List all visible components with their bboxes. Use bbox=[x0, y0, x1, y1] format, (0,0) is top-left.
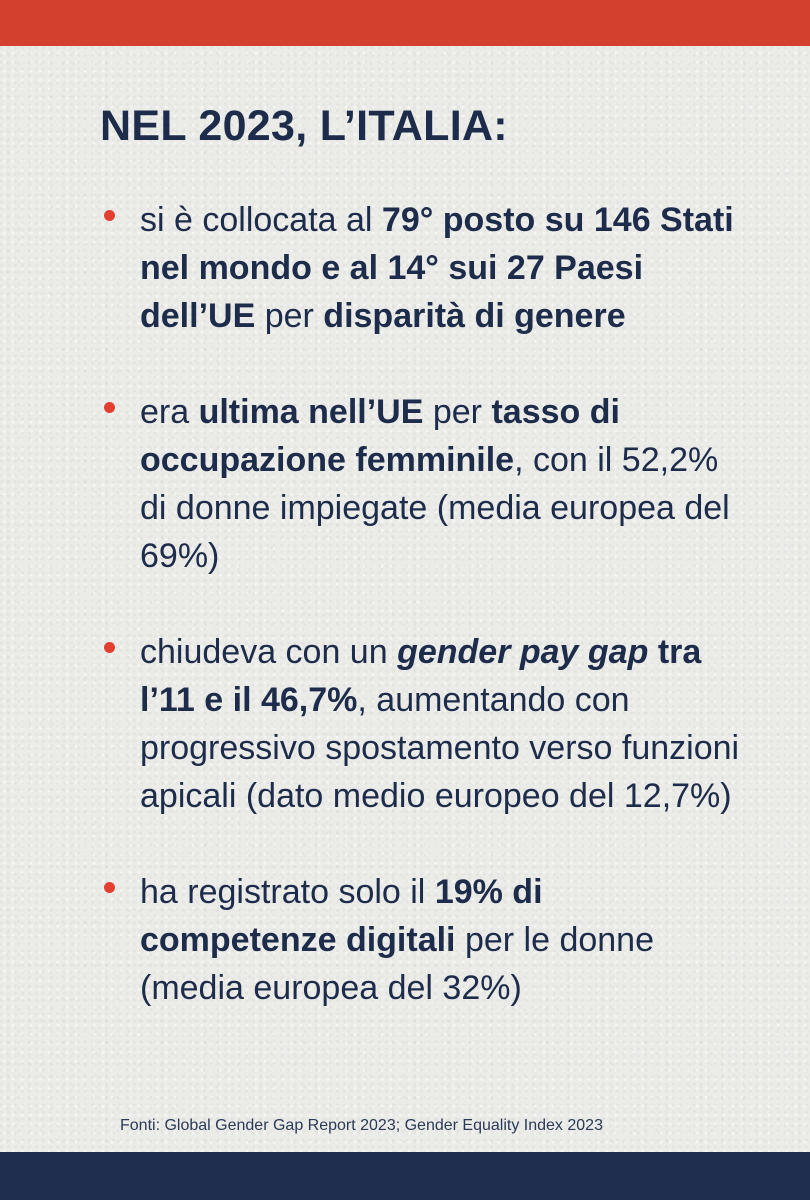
bullet-dot-icon bbox=[104, 402, 115, 413]
bullet-text-bold: 19% di competenze digitali bbox=[140, 873, 543, 959]
bullet-text-bold: ultima nell’UE bbox=[198, 393, 424, 431]
bullet-item-gender-gap-rank bbox=[100, 196, 740, 340]
bullet-item-female-employment bbox=[100, 388, 740, 580]
source-note: Fonti: Global Gender Gap Report 2023; Gender Equality Index 2023 bbox=[120, 1117, 603, 1134]
bullet-text: per bbox=[255, 297, 324, 335]
bullet-text: chiudeva con un bbox=[140, 633, 398, 671]
bullet-text: per le donne (media europea del 32%) bbox=[140, 921, 654, 1007]
bullet-text bbox=[648, 633, 657, 671]
bullet-text-bold: tasso di occupazione femminile bbox=[140, 393, 620, 479]
bullet-text-bold-italic: gender pay gap bbox=[397, 633, 649, 671]
bullet-item-pay-gap bbox=[100, 628, 740, 820]
page-title: NEL 2023, L’ITALIA: bbox=[100, 102, 508, 150]
bullet-dot-icon bbox=[104, 642, 115, 653]
bullet-item-digital-skills bbox=[100, 868, 740, 1012]
bullet-text: , con il 52,2% di donne impiegate (media europea del 69%) bbox=[140, 441, 730, 575]
bullet-text-bold: 79° posto su 146 Stati nel mondo e al 14° sui 27 Paesi dell’UE bbox=[140, 201, 734, 335]
bullet-text: ha registrato solo il bbox=[140, 873, 435, 911]
bullet-dot-icon bbox=[104, 210, 115, 221]
bullet-text-bold: tra l’11 e il 46,7% bbox=[140, 633, 702, 719]
bullet-text: per bbox=[423, 393, 492, 431]
bullet-text: si è collocata al bbox=[140, 201, 382, 239]
bullet-text: era bbox=[140, 393, 199, 431]
bottom-navy-band bbox=[0, 1152, 810, 1200]
bullet-dot-icon bbox=[104, 882, 115, 893]
bullet-list bbox=[100, 196, 740, 1012]
bullet-text-bold: disparità di genere bbox=[323, 297, 626, 335]
top-red-band bbox=[0, 0, 810, 46]
bullet-text: , aumentando con progressivo spostamento verso funzioni apicali (dato medio europeo del 12,7%) bbox=[140, 681, 740, 815]
